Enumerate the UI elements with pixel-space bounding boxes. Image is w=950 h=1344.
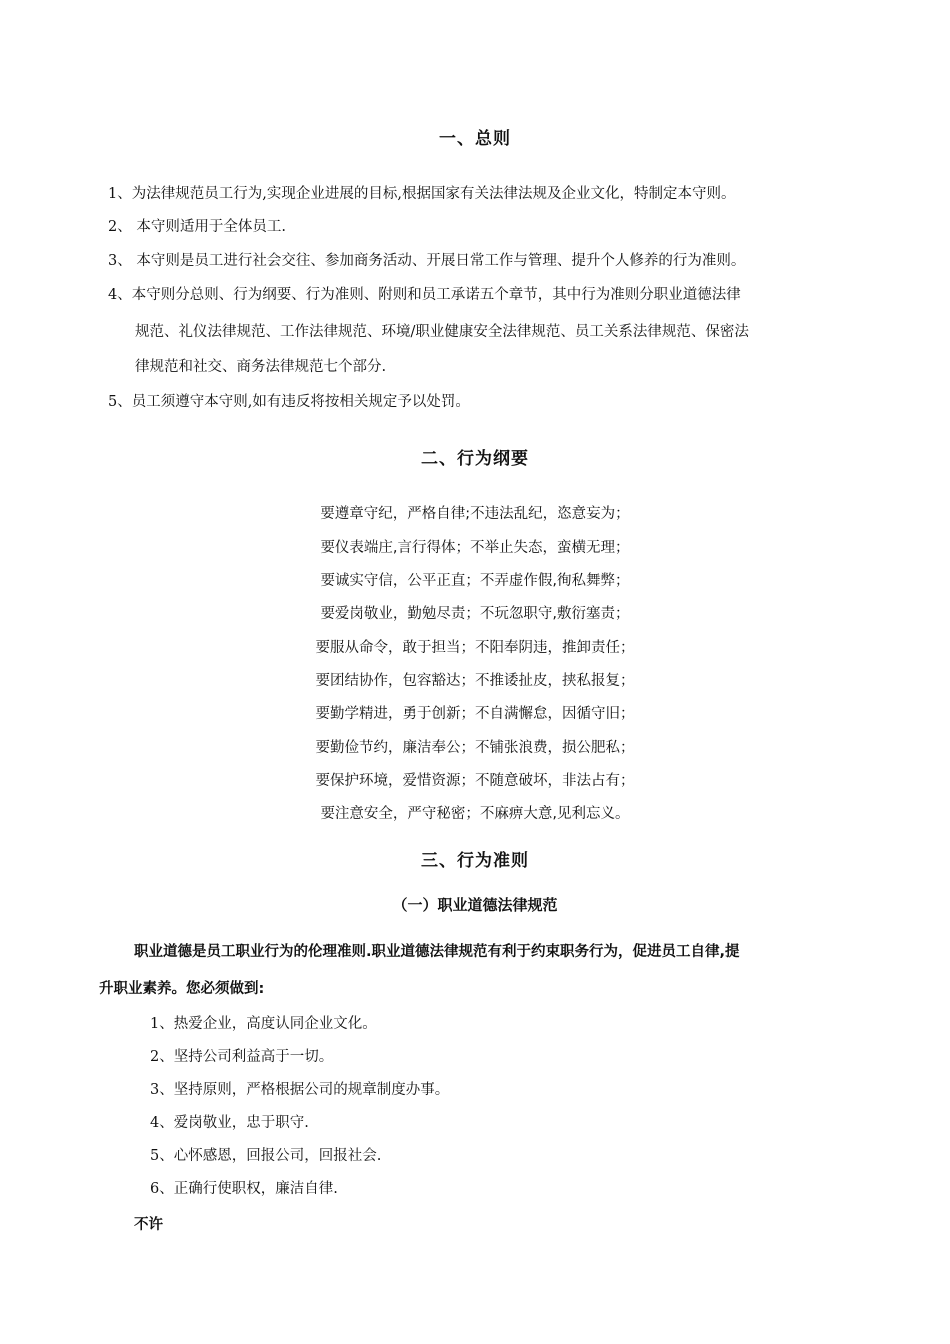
general-item-4: 4、本守则分总则、行为纲要、行为准则、附则和员工承诺五个章节，其中行为准则分职业道德法律 xyxy=(108,287,741,303)
outline-line: 要爱岗敬业，勤勉尽责；不玩忽职守,敷衍塞责； xyxy=(320,606,630,622)
general-item-2: 2、 本守则适用于全体员工. xyxy=(108,219,286,235)
outline-line: 要团结协作，包容豁达；不推诿扯皮，挟私报复； xyxy=(315,673,635,689)
ethics-item-5: 5、心怀感恩，回报公司，回报社会. xyxy=(150,1148,382,1164)
section-title-conduct: 三、行为准则 xyxy=(421,851,529,871)
ethics-item-3: 3、坚持原则，严格根据公司的规章制度办事。 xyxy=(150,1082,450,1098)
ethics-intro-line-1: 职业道德是员工职业行为的伦理准则.职业道德法律规范有利于约束职务行为，促进员工自律,提 xyxy=(134,944,740,960)
outline-line: 要诚实守信，公平正直；不弄虚作假,徇私舞弊； xyxy=(320,573,630,589)
general-item-4-continuation-1: 规范、礼仪法律规范、工作法律规范、环境/职业健康安全法律规范、员工关系法律规范、保密法 xyxy=(135,324,749,340)
general-item-5: 5、员工须遵守本守则,如有违反将按相关规定予以处罚。 xyxy=(108,394,470,410)
ethics-item-6: 6、正确行使职权，廉洁自律. xyxy=(150,1181,338,1197)
ethics-item-4: 4、爱岗敬业，忠于职守. xyxy=(150,1115,309,1131)
ethics-item-1: 1、热爱企业，高度认同企业文化。 xyxy=(150,1016,377,1032)
general-item-4-continuation-2: 律规范和社交、商务法律规范七个部分. xyxy=(135,359,387,375)
section-title-general: 一、总则 xyxy=(439,129,511,149)
outline-line: 要勤学精进，勇于创新；不自满懈怠，因循守旧； xyxy=(315,706,635,722)
outline-line: 要注意安全，严守秘密；不麻痹大意,见利忘义。 xyxy=(320,806,630,822)
outline-line: 要保护环境，爱惜资源；不随意破坏，非法占有； xyxy=(315,773,635,789)
subsection-title-professional-ethics: （一）职业道德法律规范 xyxy=(392,896,558,914)
ethics-item-2: 2、坚持公司利益高于一切。 xyxy=(150,1049,334,1065)
ethics-intro-line-2: 升职业素养。您必须做到: xyxy=(99,981,265,997)
outline-line: 要勤俭节约，廉洁奉公；不铺张浪费，损公肥私； xyxy=(315,740,635,756)
not-allowed-heading: 不许 xyxy=(134,1217,163,1233)
outline-line: 要服从命令，敢于担当；不阳奉阴违，推卸责任； xyxy=(315,640,635,656)
outline-line: 要遵章守纪，严格自律;不违法乱纪，恣意妄为； xyxy=(320,506,630,522)
general-item-3: 3、 本守则是员工进行社会交往、参加商务活动、开展日常工作与管理、提升个人修养的行为准则。 xyxy=(108,253,746,269)
section-title-outline: 二、行为纲要 xyxy=(421,449,529,469)
outline-line: 要仪表端庄,言行得体；不举止失态，蛮横无理； xyxy=(320,540,630,556)
general-item-1: 1、为法律规范员工行为,实现企业进展的目标,根据国家有关法律法规及企业文化，特制定本守则。 xyxy=(108,186,736,202)
